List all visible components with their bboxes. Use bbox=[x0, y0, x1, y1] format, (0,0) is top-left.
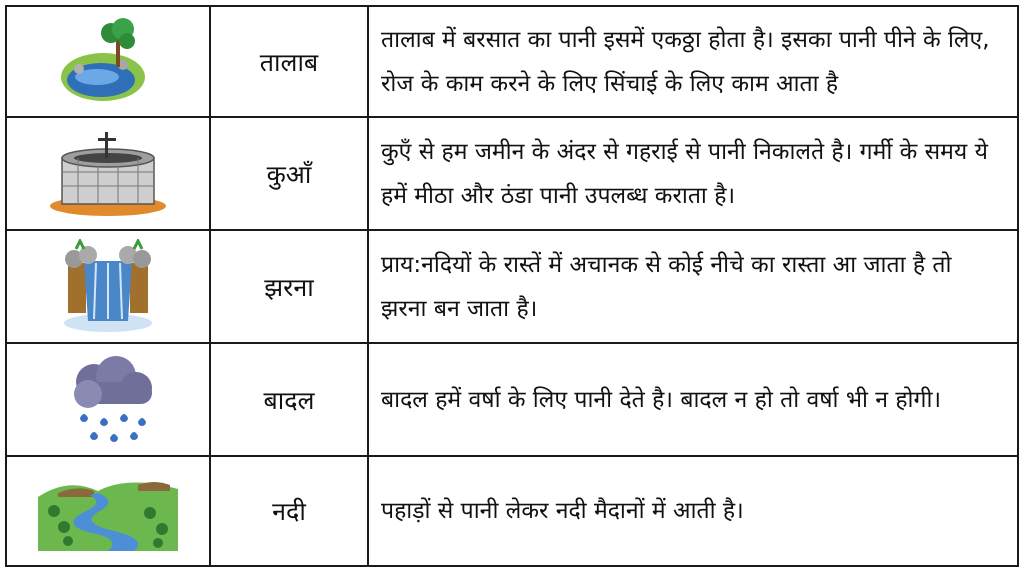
table-row-image-river bbox=[7, 457, 211, 565]
table-row-description-cloud: बादल हमें वर्षा के लिए पानी देते है। बादल न हो तो वर्षा भी न होगी। bbox=[369, 344, 1017, 457]
table-row-image-cloud bbox=[7, 344, 211, 457]
table-row-description-well: कुएँ से हम जमीन के अंदर से गहराई से पानी निकालते है। गर्मी के समय ये हमें मीठा और ठंडा पानी उपलब्ध कराता है। bbox=[369, 118, 1017, 231]
table-row-image-well bbox=[7, 118, 211, 231]
table-row-image-pond bbox=[7, 7, 211, 118]
table-row-description-pond: तालाब में बरसात का पानी इसमें एकठ्ठा होता है। इसका पानी पीने के लिए, रोज के काम करने के लिए सिंचाई के लिए काम आता है bbox=[369, 7, 1017, 118]
waterfall-icon bbox=[58, 239, 158, 335]
water-sources-table bbox=[5, 5, 1019, 567]
table-row-name-pond: तालाब bbox=[211, 7, 369, 118]
table-row-image-waterfall bbox=[7, 231, 211, 344]
table-row-name-cloud: बादल bbox=[211, 344, 369, 457]
stone-well-icon bbox=[48, 128, 168, 220]
table-row-name-well: कुआँ bbox=[211, 118, 369, 231]
pond-with-tree-icon bbox=[53, 17, 163, 107]
table-row-description-river: पहाड़ों से पानी लेकर नदी मैदानों में आती है। bbox=[381, 498, 744, 524]
table-row-description-waterfall: प्राय:नदियों के रास्तें में अचानक से कोई नीचे का रास्ता आ जाता है तो झरना बन जाता है। bbox=[369, 231, 1017, 344]
table-row-name-waterfall: झरना bbox=[211, 231, 369, 344]
table-row-name-river: नदी bbox=[211, 457, 369, 565]
river-landscape-icon bbox=[38, 471, 178, 551]
rain-cloud-icon bbox=[58, 352, 158, 448]
